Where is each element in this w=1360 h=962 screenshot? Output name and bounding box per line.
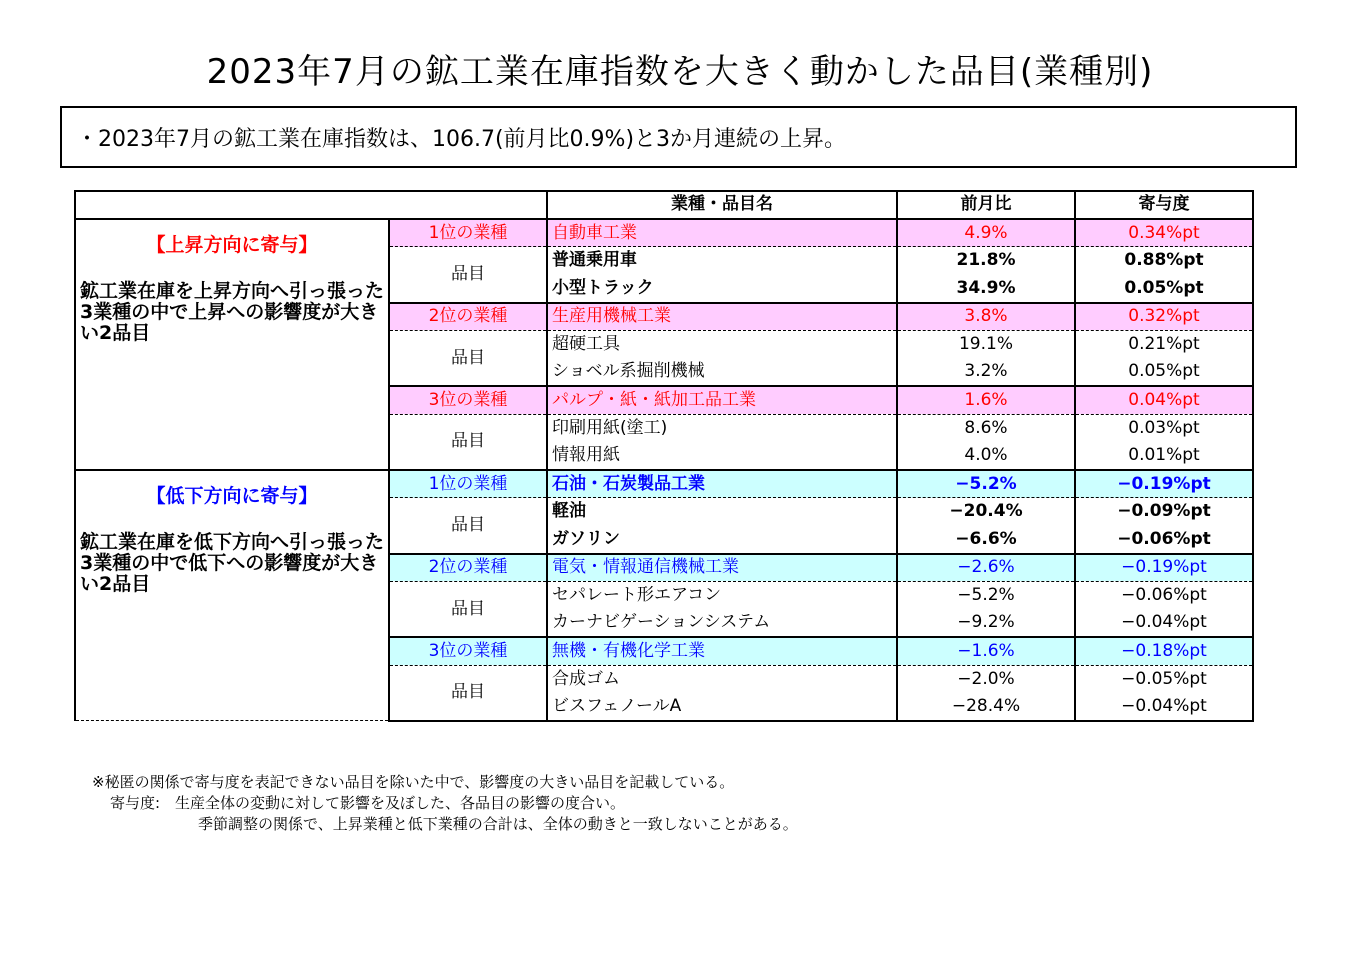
header-blank-cell <box>75 191 547 219</box>
item-name: 軽油 <box>547 498 897 526</box>
item-label: 品目 <box>389 414 547 470</box>
item-contrib: −0.04%pt <box>1075 693 1253 721</box>
industry-mom: 4.9% <box>897 219 1075 247</box>
item-mom: −20.4% <box>897 498 1075 526</box>
footnotes <box>92 772 798 835</box>
industry-contrib: −0.18%pt <box>1075 637 1253 665</box>
industry-mom: 1.6% <box>897 386 1075 414</box>
down-section-title: 【低下方向に寄与】 <box>146 484 318 507</box>
item-mom: 3.2% <box>897 358 1075 386</box>
down-section-label <box>75 470 389 721</box>
industry-mom: −5.2% <box>897 470 1075 498</box>
industry-name: 無機・有機化学工業 <box>547 637 897 665</box>
item-name: ガソリン <box>547 526 897 554</box>
item-contrib: 0.05%pt <box>1075 358 1253 386</box>
item-contrib: −0.06%pt <box>1075 581 1253 609</box>
footnote-line: 寄与度: 生産全体の変動に対して影響を及ぼした、各品目の影響の度合い。 <box>110 794 626 812</box>
rank-cell: 2位の業種 <box>389 554 547 582</box>
industry-name: パルプ・紙・紙加工品工業 <box>547 386 897 414</box>
industry-name: 石油・石炭製品工業 <box>547 470 897 498</box>
rank-cell: 3位の業種 <box>389 386 547 414</box>
table-row <box>75 470 1253 498</box>
item-mom: −9.2% <box>897 609 1075 637</box>
item-mom: −2.0% <box>897 665 1075 693</box>
up-section-desc: 鉱工業在庫を上昇方向へ引っ張った3業種の中で上昇への影響度が大きい2品目 <box>80 279 385 344</box>
item-mom: 19.1% <box>897 330 1075 358</box>
item-contrib: −0.06%pt <box>1075 526 1253 554</box>
item-mom: −28.4% <box>897 693 1075 721</box>
header-name: 業種・品目名 <box>547 191 897 219</box>
summary-box <box>60 106 1297 168</box>
item-name: 印刷用紙(塗工) <box>547 414 897 442</box>
item-mom: 8.6% <box>897 414 1075 442</box>
industry-contrib: 0.04%pt <box>1075 386 1253 414</box>
industry-contrib: 0.32%pt <box>1075 303 1253 331</box>
rank-cell: 3位の業種 <box>389 637 547 665</box>
item-contrib: 0.03%pt <box>1075 414 1253 442</box>
industry-contrib: −0.19%pt <box>1075 554 1253 582</box>
industry-name: 電気・情報通信機械工業 <box>547 554 897 582</box>
industry-contrib: −0.19%pt <box>1075 470 1253 498</box>
header-contrib: 寄与度 <box>1075 191 1253 219</box>
item-label: 品目 <box>389 247 547 303</box>
page-title: 2023年7月の鉱工業在庫指数を大きく動かした品目(業種別) <box>206 52 1154 92</box>
item-label: 品目 <box>389 498 547 554</box>
item-mom: −5.2% <box>897 581 1075 609</box>
item-name: ビスフェノールA <box>547 693 897 721</box>
item-name: 普通乗用車 <box>547 247 897 275</box>
item-contrib: −0.09%pt <box>1075 498 1253 526</box>
footnote-line: 季節調整の関係で、上昇業種と低下業種の合計は、全体の動きと一致しないことがある。 <box>198 815 798 833</box>
item-contrib: 0.05%pt <box>1075 275 1253 303</box>
contribution-table <box>74 190 1254 722</box>
item-name: ショベル系掘削機械 <box>547 358 897 386</box>
item-label: 品目 <box>389 330 547 386</box>
table-header-row <box>75 191 1253 219</box>
header-mom: 前月比 <box>897 191 1075 219</box>
item-name: 情報用紙 <box>547 442 897 470</box>
industry-contrib: 0.34%pt <box>1075 219 1253 247</box>
item-contrib: −0.04%pt <box>1075 609 1253 637</box>
up-section-label <box>75 219 389 470</box>
rank-cell: 1位の業種 <box>389 219 547 247</box>
item-contrib: −0.05%pt <box>1075 665 1253 693</box>
industry-mom: 3.8% <box>897 303 1075 331</box>
down-section-desc: 鉱工業在庫を低下方向へ引っ張った3業種の中で低下への影響度が大きい2品目 <box>80 530 385 595</box>
item-contrib: 0.88%pt <box>1075 247 1253 275</box>
item-contrib: 0.21%pt <box>1075 330 1253 358</box>
item-label: 品目 <box>389 665 547 721</box>
item-name: 小型トラック <box>547 275 897 303</box>
item-mom: 21.8% <box>897 247 1075 275</box>
up-section-title: 【上昇方向に寄与】 <box>146 233 318 256</box>
item-name: セパレート形エアコン <box>547 581 897 609</box>
item-contrib: 0.01%pt <box>1075 442 1253 470</box>
industry-mom: −1.6% <box>897 637 1075 665</box>
item-label: 品目 <box>389 581 547 637</box>
item-mom: 4.0% <box>897 442 1075 470</box>
summary-text: ・2023年7月の鉱工業在庫指数は、106.7(前月比0.9%)と3か月連続の上昇。 <box>76 126 847 152</box>
industry-mom: −2.6% <box>897 554 1075 582</box>
table-row <box>75 219 1253 247</box>
item-name: 超硬工具 <box>547 330 897 358</box>
footnote-line: ※秘匿の関係で寄与度を表記できない品目を除いた中で、影響度の大きい品目を記載している。 <box>92 773 735 791</box>
industry-name: 生産用機械工業 <box>547 303 897 331</box>
item-mom: 34.9% <box>897 275 1075 303</box>
rank-cell: 1位の業種 <box>389 470 547 498</box>
industry-name: 自動車工業 <box>547 219 897 247</box>
rank-cell: 2位の業種 <box>389 303 547 331</box>
item-name: カーナビゲーションシステム <box>547 609 897 637</box>
item-mom: −6.6% <box>897 526 1075 554</box>
item-name: 合成ゴム <box>547 665 897 693</box>
